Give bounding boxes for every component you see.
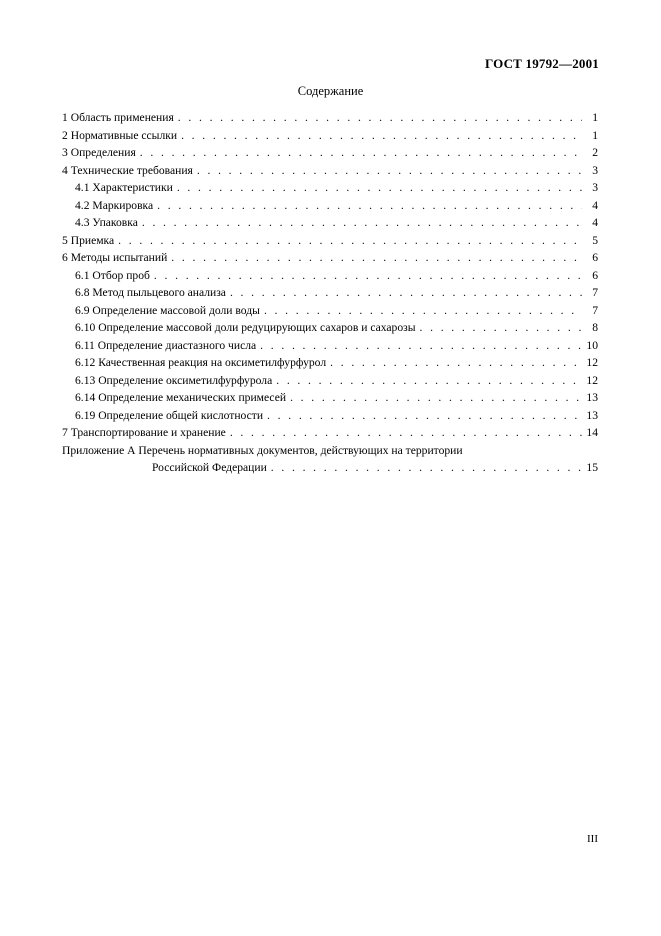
toc-entry-label: 6.19 Определение общей кислотности [75, 408, 264, 422]
toc-entry-page: 3 [592, 181, 598, 194]
dot-leader [271, 459, 582, 477]
toc-title: Содержание [297, 84, 364, 98]
toc-entry-label: 4.2 Маркировка [75, 198, 154, 212]
appendix-title-line1: Приложение А Перечень нормативных документов, действующих на территории [62, 443, 463, 457]
page-number: III [587, 833, 598, 845]
toc-entry-label: 7 Транспортирование и хранение [62, 426, 226, 439]
toc-entry-5[interactable] [62, 232, 598, 250]
dot-leader [230, 424, 582, 442]
document-code: ГОСТ 19792—2001 [484, 56, 599, 71]
toc-entry-page: 1 [592, 111, 598, 124]
toc-entry-6-8[interactable] [62, 284, 598, 302]
toc-entry-6-10[interactable] [62, 319, 598, 337]
toc-entry-6-9[interactable] [62, 302, 598, 320]
toc-entry-6-13[interactable] [62, 372, 598, 390]
toc-entry-label: 6.10 Определение массовой доли редуцирующих сахаров и сахарозы [75, 321, 416, 334]
toc-entry-page: 4 [592, 198, 598, 212]
toc-entry-page: 12 [586, 373, 598, 387]
toc-entry-label: 4.1 Характеристики [75, 181, 173, 194]
toc-entry-page: 6 [592, 251, 598, 264]
toc-entry-4-2[interactable] [62, 197, 598, 215]
dot-leader [157, 197, 582, 215]
dot-leader [276, 372, 582, 390]
toc-entry-page: 10 [586, 338, 598, 352]
dot-leader [290, 389, 582, 407]
table-of-contents [62, 109, 598, 477]
dot-leader [177, 179, 582, 197]
toc-entry-page: 13 [586, 408, 598, 422]
toc-entry-label: 3 Определения [62, 146, 136, 159]
dot-leader [154, 267, 582, 285]
dot-leader [178, 109, 582, 127]
toc-entry-3[interactable] [62, 144, 598, 162]
toc-entry-appendix-a[interactable] [62, 442, 598, 477]
toc-entry-label: 6.9 Определение массовой доли воды [75, 303, 260, 317]
appendix-title-line2-row [62, 459, 598, 477]
dot-leader [197, 162, 582, 180]
toc-entry-6-12[interactable] [62, 354, 598, 372]
toc-entry-4-1[interactable] [62, 179, 598, 197]
toc-entry-page: 14 [586, 426, 598, 439]
dot-leader [230, 284, 582, 302]
dot-leader [171, 249, 582, 267]
toc-entry-4-3[interactable] [62, 214, 598, 232]
toc-entry-6[interactable] [62, 249, 598, 267]
toc-entry-6-11[interactable] [62, 337, 598, 355]
toc-entry-page: 5 [592, 233, 598, 247]
toc-entry-label: 1 Область применения [62, 111, 174, 124]
dot-leader [260, 337, 582, 355]
toc-entry-label: 6.12 Качественная реакция на оксиметилфурфурол [75, 356, 327, 369]
dot-leader [420, 319, 582, 337]
toc-entry-page: 12 [586, 356, 598, 369]
appendix-title-line2: Российской Федерации [152, 461, 267, 474]
toc-entry-6-1[interactable] [62, 267, 598, 285]
dot-leader [118, 232, 582, 250]
toc-entry-7[interactable] [62, 424, 598, 442]
toc-entry-page: 15 [586, 461, 598, 474]
toc-entry-2[interactable] [62, 127, 598, 145]
dot-leader [330, 354, 582, 372]
dot-leader [264, 302, 582, 320]
dot-leader [181, 127, 582, 145]
toc-entry-label: 2 Нормативные ссылки [62, 128, 178, 142]
toc-entry-page: 2 [592, 146, 598, 159]
toc-entry-label: 6.1 Отбор проб [75, 268, 150, 282]
toc-entry-page: 8 [592, 321, 598, 334]
toc-entry-label: 4 Технические требования [62, 163, 193, 177]
dot-leader [140, 144, 582, 162]
toc-entry-label: 6.13 Определение оксиметилфурфурола [75, 373, 273, 387]
toc-entry-label: 4.3 Упаковка [75, 216, 138, 229]
dot-leader [267, 407, 582, 425]
toc-entry-page: 4 [592, 216, 598, 229]
toc-entry-page: 13 [586, 391, 598, 404]
toc-entry-4[interactable] [62, 162, 598, 180]
toc-entry-label: 6.11 Определение диастазного числа [75, 338, 257, 352]
dot-leader [142, 214, 582, 232]
toc-entry-page: 3 [592, 163, 598, 177]
toc-entry-6-19[interactable] [62, 407, 598, 425]
toc-entry-6-14[interactable] [62, 389, 598, 407]
toc-entry-page: 7 [592, 286, 598, 299]
toc-entry-page: 1 [592, 128, 598, 142]
toc-entry-label: 6 Методы испытаний [62, 251, 168, 264]
toc-entry-1[interactable] [62, 109, 598, 127]
toc-entry-label: 6.14 Определение механических примесей [75, 391, 287, 404]
toc-entry-page: 6 [592, 268, 598, 282]
toc-entry-label: 5 Приемка [62, 233, 115, 247]
toc-entry-label: 6.8 Метод пыльцевого анализа [75, 286, 226, 299]
toc-entry-page: 7 [592, 303, 598, 317]
